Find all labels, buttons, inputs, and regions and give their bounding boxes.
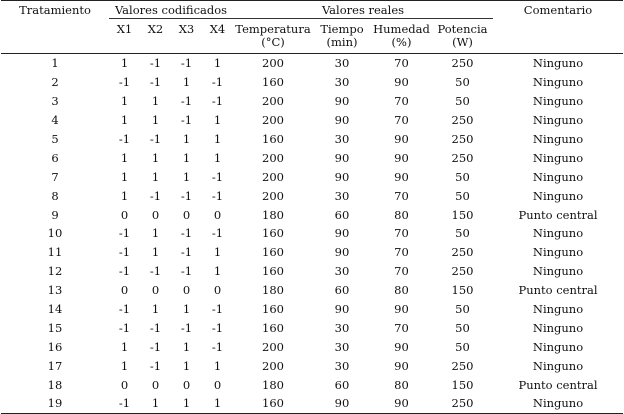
cell-x2: -1 [149,264,162,279]
cell-temperatura: 160 [262,396,284,411]
cell-potencia: 250 [451,396,474,411]
cell-tratamiento: 12 [47,264,63,279]
cell-x4: 1 [213,358,222,373]
table-row [1,318,623,337]
cell-x4: -1 [211,188,224,203]
cell-comentario: Ninguno [532,94,584,109]
cell-x1: -1 [118,264,131,279]
cell-x4: 0 [213,283,222,298]
cell-x4: 1 [213,150,222,165]
cell-potencia: 50 [455,75,470,90]
cell-comentario: Ninguno [532,226,584,241]
cell-x1: -1 [118,75,131,90]
cell-humedad: 90 [394,169,409,184]
cell-x1: 0 [120,207,129,222]
cell-comentario: Ninguno [532,302,584,317]
table-row [1,224,623,243]
experimental-design-table [1,0,623,414]
cell-x1: -1 [118,245,131,260]
cell-x3: 0 [182,377,191,392]
cell-x4: 1 [213,245,222,260]
table-header [1,1,623,54]
cell-x4: 0 [213,207,222,222]
cell-x1: 1 [120,150,129,165]
table-row [1,148,623,167]
cell-tratamiento: 11 [47,245,63,260]
cell-tratamiento: 5 [51,132,59,146]
cell-humedad: 70 [394,188,409,203]
table-row [1,111,623,130]
table-row [1,186,623,205]
header-x3: X3 [178,22,195,36]
cell-x4: 1 [213,396,222,411]
header-temperatura [233,19,313,54]
table-row [1,92,623,111]
cell-tiempo: 30 [334,320,350,335]
cell-tratamiento: 16 [47,339,63,354]
cell-tiempo: 90 [334,150,350,165]
cell-temperatura: 200 [262,150,284,165]
cell-tiempo: 60 [334,283,350,298]
header-tiempo [313,19,371,54]
cell-x2: 1 [151,94,160,109]
cell-x3: 1 [182,339,191,354]
cell-x2: -1 [149,339,162,354]
cell-x4: 1 [213,264,222,279]
cell-tiempo: 90 [334,302,350,317]
cell-tiempo: 30 [334,132,350,146]
cell-x2: 1 [151,169,160,184]
cell-temperatura: 200 [262,94,284,109]
cell-potencia: 50 [455,94,470,109]
cell-x3: 0 [182,283,191,298]
cell-tiempo: 90 [334,94,350,109]
cell-x1: 1 [120,113,129,128]
cell-tratamiento: 13 [47,283,63,298]
cell-x2: 1 [151,150,160,165]
cell-x1: 0 [120,377,129,392]
cell-x2: 0 [151,207,160,222]
cell-humedad: 90 [394,75,409,90]
cell-temperatura: 160 [262,320,284,335]
header-valores-reales: Valores reales [233,1,493,19]
cell-x2: 1 [151,302,160,317]
header-comentario: Comentario [523,3,593,17]
cell-tratamiento: 17 [47,358,63,373]
header-humedad [371,19,432,54]
cell-humedad: 70 [394,94,409,109]
table-row [1,281,623,300]
cell-x2: 0 [151,377,160,392]
cell-x4: 1 [213,132,222,146]
cell-comentario: Ninguno [532,339,584,354]
cell-x4: 1 [213,113,222,128]
cell-x3: 1 [182,396,191,411]
cell-humedad: 70 [394,113,409,128]
cell-humedad: 90 [394,396,409,411]
cell-x3: 1 [182,302,191,317]
cell-tiempo: 90 [334,226,350,241]
cell-potencia: 250 [451,150,474,165]
cell-tratamiento: 8 [51,188,59,203]
cell-humedad: 70 [394,320,409,335]
cell-tiempo: 30 [334,75,350,90]
header-potencia [432,19,493,54]
cell-x1: -1 [118,132,131,146]
table-row [1,130,623,149]
cell-temperatura: 200 [262,169,284,184]
cell-x3: -1 [180,264,193,279]
cell-x3: -1 [180,188,193,203]
cell-tiempo: 90 [334,245,350,260]
table-row [1,262,623,281]
cell-x4: 1 [213,56,222,71]
table-row [1,243,623,262]
cell-comentario: Ninguno [532,396,584,411]
cell-x2: 1 [151,245,160,260]
cell-x2: -1 [149,56,162,71]
cell-potencia: 50 [455,226,470,241]
cell-humedad: 90 [394,132,409,146]
cell-tiempo: 60 [334,207,350,222]
cell-tiempo: 90 [334,169,350,184]
header-tratamiento: Tratamiento [19,3,91,17]
header-valores-codificados: Valores codificados [109,1,233,19]
cell-comentario: Ninguno [532,75,584,90]
cell-tratamiento: 18 [47,377,63,392]
cell-humedad: 90 [394,339,409,354]
cell-potencia: 250 [451,113,474,128]
cell-x4: -1 [211,302,224,317]
header-humedad-unit: (%) [391,35,412,49]
cell-x3: 1 [182,358,191,373]
cell-potencia: 250 [451,245,474,260]
cell-humedad: 70 [394,264,409,279]
cell-potencia: 250 [451,56,474,71]
cell-x4: -1 [211,94,224,109]
cell-temperatura: 180 [262,377,284,392]
cell-tratamiento: 10 [47,226,63,241]
table-row [1,375,623,394]
cell-x3: 1 [182,150,191,165]
cell-tratamiento: 1 [51,56,59,71]
cell-potencia: 50 [455,169,470,184]
cell-comentario: Punto central [518,207,598,222]
cell-comentario: Ninguno [532,132,584,146]
cell-tratamiento: 2 [51,75,59,90]
cell-x4: -1 [211,169,224,184]
cell-potencia: 50 [455,188,470,203]
cell-tratamiento: 14 [47,302,63,317]
cell-temperatura: 160 [262,264,284,279]
cell-tiempo: 90 [334,113,350,128]
cell-x1: -1 [118,320,131,335]
table-row [1,167,623,186]
cell-x3: -1 [180,320,193,335]
cell-humedad: 90 [394,302,409,317]
cell-tratamiento: 7 [51,169,59,184]
header-x4: X4 [209,22,226,36]
cell-potencia: 250 [451,132,474,146]
cell-x3: -1 [180,94,193,109]
cell-x4: -1 [211,75,224,90]
cell-x1: -1 [118,302,131,317]
header-x1: X1 [116,22,133,36]
cell-temperatura: 160 [262,75,284,90]
cell-x4: -1 [211,339,224,354]
table-row [1,54,623,73]
cell-x4: 0 [213,377,222,392]
cell-x1: 1 [120,339,129,354]
cell-tiempo: 30 [334,339,350,354]
table-body [1,54,623,414]
cell-x2: -1 [149,320,162,335]
cell-x2: 1 [151,113,160,128]
cell-x2: -1 [149,75,162,90]
cell-x3: -1 [180,226,193,241]
cell-humedad: 80 [394,283,409,298]
table-row [1,337,623,356]
cell-potencia: 250 [451,264,474,279]
cell-comentario: Ninguno [532,150,584,165]
cell-x2: -1 [149,188,162,203]
cell-tiempo: 90 [334,396,350,411]
cell-potencia: 150 [451,207,474,222]
table-row [1,73,623,92]
cell-x3: 1 [182,75,191,90]
cell-tratamiento: 9 [51,207,59,222]
cell-tratamiento: 19 [47,396,63,411]
cell-x1: -1 [118,396,131,411]
cell-comentario: Punto central [518,377,598,392]
cell-tiempo: 30 [334,358,350,373]
cell-comentario: Ninguno [532,56,584,71]
header-tiempo-unit: (min) [326,35,358,49]
cell-tratamiento: 4 [51,113,59,128]
header-humedad-label: Humedad [373,22,430,36]
cell-x1: 1 [120,188,129,203]
cell-comentario: Punto central [518,283,598,298]
cell-x3: 0 [182,207,191,222]
cell-temperatura: 200 [262,56,284,71]
cell-x1: 1 [120,358,129,373]
table-row [1,205,623,224]
cell-x1: 1 [120,94,129,109]
cell-comentario: Ninguno [532,358,584,373]
table-row [1,356,623,375]
cell-temperatura: 160 [262,132,284,146]
header-potencia-unit: (W) [452,35,473,49]
cell-comentario: Ninguno [532,264,584,279]
cell-temperatura: 180 [262,283,284,298]
cell-temperatura: 160 [262,302,284,317]
cell-temperatura: 200 [262,358,284,373]
cell-x4: -1 [211,226,224,241]
cell-x2: -1 [149,132,162,146]
cell-x1: 1 [120,169,129,184]
cell-potencia: 50 [455,339,470,354]
cell-temperatura: 200 [262,113,284,128]
cell-humedad: 90 [394,358,409,373]
cell-x3: -1 [180,56,193,71]
header-tiempo-label: Tiempo [320,22,364,36]
cell-tiempo: 30 [334,264,350,279]
cell-humedad: 70 [394,245,409,260]
cell-x1: 1 [120,56,129,71]
cell-comentario: Ninguno [532,169,584,184]
cell-tratamiento: 3 [51,94,59,109]
cell-humedad: 80 [394,377,409,392]
cell-comentario: Ninguno [532,320,584,335]
cell-comentario: Ninguno [532,188,584,203]
cell-potencia: 50 [455,302,470,317]
cell-x1: 0 [120,283,129,298]
cell-temperatura: 180 [262,207,284,222]
cell-tiempo: 60 [334,377,350,392]
header-temperatura-label: Temperatura [235,22,311,36]
cell-potencia: 150 [451,283,474,298]
cell-comentario: Ninguno [532,245,584,260]
cell-humedad: 80 [394,207,409,222]
cell-x3: -1 [180,113,193,128]
header-potencia-label: Potencia [437,22,488,36]
cell-temperatura: 160 [262,245,284,260]
cell-x2: -1 [149,358,162,373]
table-row [1,394,623,413]
cell-x2: 1 [151,396,160,411]
table-row [1,300,623,319]
cell-humedad: 70 [394,226,409,241]
cell-humedad: 70 [394,56,409,71]
cell-temperatura: 160 [262,226,284,241]
cell-tiempo: 30 [334,56,350,71]
cell-x3: 1 [182,169,191,184]
cell-tratamiento: 6 [51,150,59,165]
cell-x1: -1 [118,226,131,241]
cell-tiempo: 30 [334,188,350,203]
header-temperatura-unit: (°C) [261,35,285,49]
cell-x2: 0 [151,283,160,298]
cell-x2: 1 [151,226,160,241]
cell-temperatura: 200 [262,339,284,354]
cell-x4: -1 [211,320,224,335]
cell-humedad: 90 [394,150,409,165]
cell-potencia: 150 [451,377,474,392]
cell-comentario: Ninguno [532,113,584,128]
cell-temperatura: 200 [262,188,284,203]
cell-x3: 1 [182,132,191,146]
cell-potencia: 250 [451,358,474,373]
header-x2: X2 [147,22,164,36]
cell-potencia: 50 [455,320,470,335]
cell-tratamiento: 15 [47,320,63,335]
cell-x3: -1 [180,245,193,260]
